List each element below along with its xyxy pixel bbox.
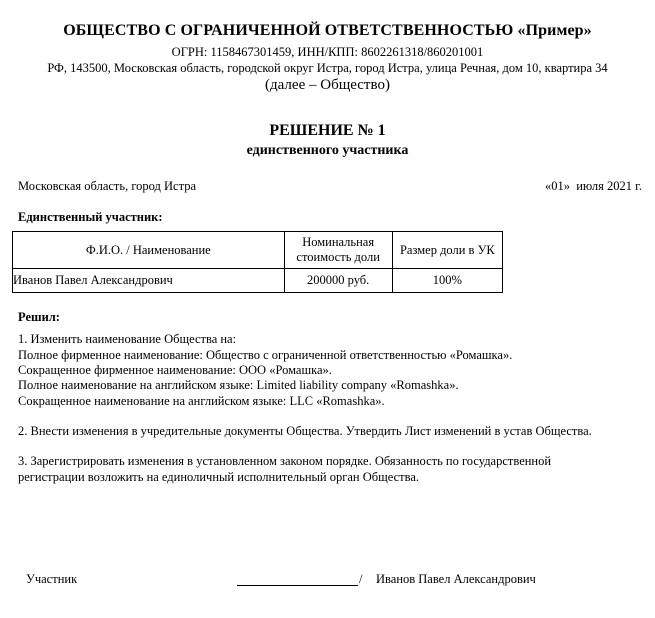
- document-place: Московская область, город Истра: [18, 179, 197, 193]
- member-heading: Единственный участник:: [18, 210, 163, 224]
- signature-separator: /: [359, 572, 363, 586]
- signature-role: Участник: [26, 572, 78, 586]
- signatory-name: Иванов Павел Александрович: [376, 572, 536, 586]
- ogrn-inn-line: ОГРН: 1158467301459, ИНН/КПП: 8602261318/860201001: [171, 45, 484, 59]
- column-header-share: Размер доли в УК: [392, 232, 502, 269]
- member-name-cell: Иванов Павел Александрович: [13, 269, 285, 293]
- signature-line: [237, 585, 358, 586]
- decision-item-1: 1. Изменить наименование Общества на:: [18, 332, 237, 346]
- table-row: [13, 269, 503, 293]
- decision-item-english-short-name: Сокращенное наименование на английском языке: LLC «Romashka».: [18, 394, 385, 408]
- company-name: ОБЩЕСТВО С ОГРАНИЧЕННОЙ ОТВЕТСТВЕННОСТЬЮ «Пример»: [63, 22, 592, 39]
- column-header-nominal-value: Номинальная стоимость доли: [284, 232, 392, 269]
- decision-item-3-continued: регистрации возложить на единоличный исполнительный орган Общества.: [18, 470, 420, 484]
- table-header-row: [13, 232, 503, 269]
- decision-item-short-name: Сокращенное фирменное наименование: ООО «Ромашка».: [18, 363, 332, 377]
- column-header-name: Ф.И.О. / Наименование: [13, 232, 285, 269]
- member-share-cell: 100%: [392, 269, 502, 293]
- document-subtitle: единственного участника: [246, 143, 409, 158]
- document-date: «01» июля 2021 г.: [544, 179, 642, 193]
- decision-heading: Решил:: [18, 310, 60, 324]
- member-nominal-value-cell: 200000 руб.: [284, 269, 392, 293]
- company-address: РФ, 143500, Московская область, городской округ Истра, город Истра, улица Речная, дом 10, квартира 34: [47, 61, 608, 75]
- decision-item-full-name: Полное фирменное наименование: Общество с ограниченной ответственностью «Ромашка».: [18, 348, 513, 362]
- hereafter-note: (далее – Общество): [265, 77, 390, 93]
- members-table: [12, 231, 503, 293]
- decision-item-english-full-name: Полное наименование на английском языке: Limited liability company «Romashka».: [18, 378, 459, 392]
- document-title: РЕШЕНИЕ № 1: [269, 122, 386, 139]
- decision-item-3: 3. Зарегистрировать изменения в установленном законом порядке. Обязанность по государственной: [18, 454, 552, 468]
- decision-item-2: 2. Внести изменения в учредительные документы Общества. Утвердить Лист изменений в устав Общества.: [18, 424, 592, 438]
